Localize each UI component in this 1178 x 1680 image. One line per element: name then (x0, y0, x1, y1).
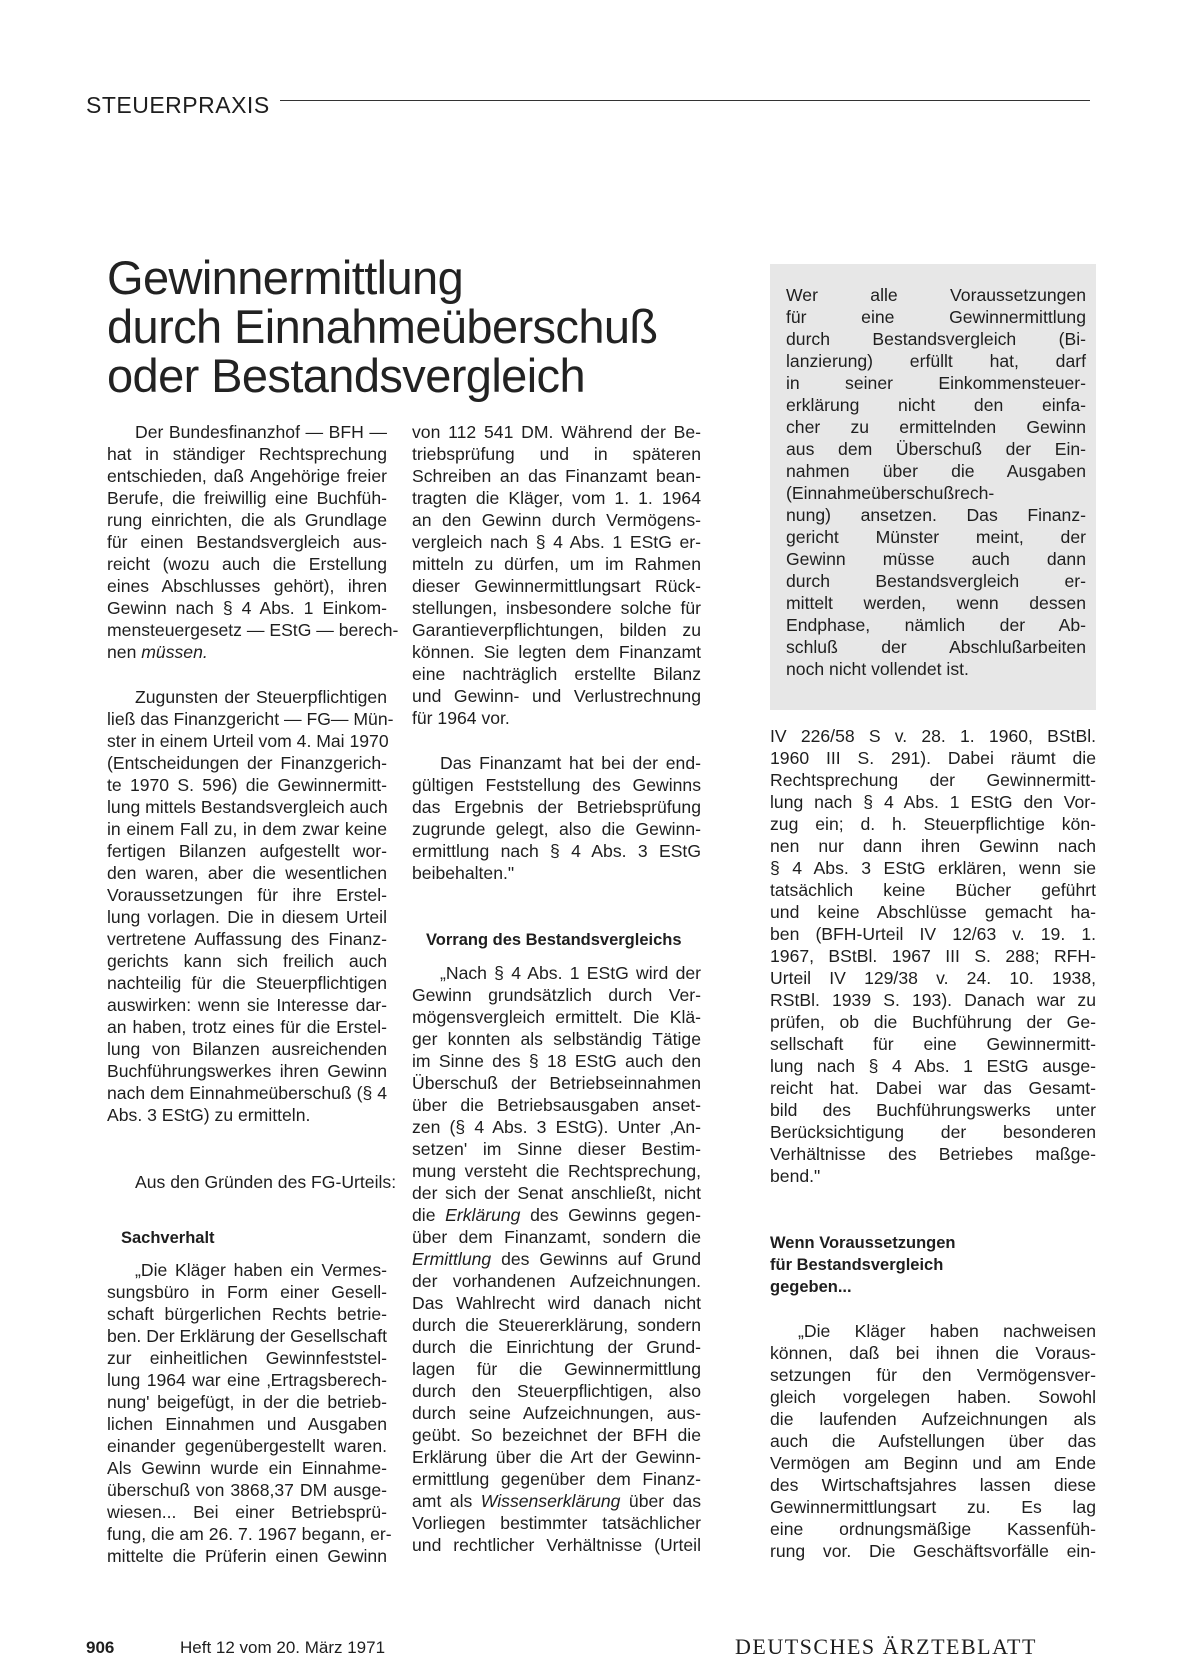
text-line: § 4 Abs. 3 EStG erklären, wenn sie (770, 858, 1096, 878)
text-line: rung einrichten, die als Grundlage (107, 510, 387, 530)
text-line: Urteil IV 129/38 v. 24. 10. 1938, (770, 968, 1096, 988)
text-line: nahmen über die Ausgaben (786, 461, 1086, 481)
heading-line: Wenn Voraussetzungen (770, 1234, 956, 1252)
text-line: noch nicht vollendet ist. (786, 659, 969, 679)
text-line: tatsächlich keine Bücher geführt (770, 880, 1096, 900)
text-line: lung mittels Bestandsvergleich auch (107, 797, 388, 817)
text-line: an den Gewinn durch Vermögens- (412, 510, 701, 530)
text-line: gericht Münster meint, der (786, 527, 1086, 547)
text-line: hat in ständiger Rechtsprechung (107, 444, 387, 464)
text-line: im Sinne des § 18 EStG auch den (412, 1051, 701, 1071)
text-line: wiesen... Bei einer Betriebsprü- (107, 1502, 387, 1522)
text-line: „Die Kläger haben ein Vermes- (135, 1260, 387, 1280)
text-line: mensteuergesetz — EStG — berech- (107, 620, 399, 640)
text-line: in seiner Einkommensteuer- (786, 373, 1086, 393)
text-line: lung nach § 4 Abs. 1 EStG den Vor- (770, 792, 1096, 812)
text-line: amt als Wissenserklärung über das (412, 1491, 701, 1511)
heading-line: gegeben... (770, 1278, 852, 1296)
issue-info: Heft 12 vom 20. März 1971 (180, 1638, 386, 1657)
text-line: nung) ansetzen. Das Finanz- (786, 505, 1086, 525)
text-line: dieser Gewinnermittlungsart Rück- (412, 576, 701, 596)
text-line: ben. Der Erklärung der Gesellschaft (107, 1326, 387, 1346)
text-line: durch die Steuererklärung, sondern (412, 1315, 701, 1335)
text-line: Voraussetzungen für ihre Erstel- (107, 885, 387, 905)
text-line: die laufenden Aufzeichnungen als (770, 1409, 1096, 1429)
text-line: Gewinn nach § 4 Abs. 1 Einkom- (107, 598, 387, 618)
text-line: Schreiben an das Finanzamt bean- (412, 466, 701, 486)
text-line: Das Wahlrecht wird danach nicht (412, 1293, 701, 1313)
text-line: fung, die am 26. 7. 1967 begann, er- (107, 1524, 392, 1544)
text-line: durch den Steuerpflichtigen, also (412, 1381, 701, 1401)
text-line: in einem Fall zu, in dem zwar keine (107, 819, 387, 839)
text-line: te 1970 S. 596) die Gewinnermitt- (107, 775, 387, 795)
text-line: aus dem Überschuß der Ein- (786, 439, 1086, 459)
text-line: Ermittlung des Gewinns auf Grund (412, 1249, 701, 1269)
text-line: schaft bürgerlichen Rechts betrie- (107, 1304, 387, 1324)
text-line: nung' beigefügt, in der die betrieb- (107, 1392, 387, 1412)
intro-paragraph (107, 421, 399, 663)
text-line: über die Betriebsausgaben anset- (412, 1095, 701, 1115)
text-line: 1967, BStBl. 1967 III S. 288; RFH- (770, 946, 1096, 966)
text-line: für 1964 vor. (412, 708, 510, 728)
text-line: der vorhandenen Aufzeichnungen. (412, 1271, 701, 1291)
text-line: und Gewinn- und Verlustrechnung (412, 686, 701, 706)
text-line: bend." (770, 1166, 821, 1186)
text-line: sungsbüro in Form einer Gesell- (107, 1282, 387, 1302)
emphasis: Ermittlung (412, 1249, 492, 1269)
summary-box (770, 264, 1096, 710)
text-line: können. Sie legten dem Finanzamt (412, 642, 701, 662)
title-line: oder Bestandsvergleich (107, 349, 585, 402)
title-line: Gewinnermittlung (107, 251, 464, 304)
text-line: „Nach § 4 Abs. 1 EStG wird der (440, 963, 701, 983)
text-line: nach dem Einnahmeüberschuß (§ 4 (107, 1083, 387, 1103)
text-line: „Die Kläger haben nachweisen (798, 1321, 1096, 1341)
text-line: triebsprüfung und in späteren (412, 444, 701, 464)
text-line: lung nach § 4 Abs. 1 EStG ausge- (770, 1056, 1096, 1076)
column-1 (107, 421, 399, 1567)
text-line: prüfen, ob die Buchführung der Ge- (770, 1012, 1096, 1032)
text-line: Als Gewinn wurde ein Einnahme- (107, 1458, 387, 1478)
paragraph (412, 752, 701, 884)
text-line: können, daß bei ihnen die Voraus- (770, 1343, 1096, 1363)
text-line: Das Finanzamt hat bei der end- (440, 753, 701, 773)
emphasis: Wissenserklärung (480, 1491, 621, 1511)
paragraph (107, 1171, 397, 1193)
section-label: STEUERPRAXIS (86, 92, 270, 118)
text-line: der sich der Senat anschließt, nicht (412, 1183, 701, 1203)
text-line: rung vor. Die Geschäftsvorfälle ein- (770, 1541, 1096, 1561)
text-line: Aus den Gründen des FG-Urteils: (135, 1172, 397, 1192)
text-line: zen (§ 4 Abs. 3 EStG). Unter ‚An- (412, 1117, 701, 1137)
text-line: Buchführungswerkes ihren Gewinn (107, 1061, 387, 1081)
emphasis: müssen. (141, 642, 208, 662)
paragraph (107, 686, 394, 1126)
text-line: Rechtsprechung der Gewinnermitt- (770, 770, 1096, 790)
text-line: zug ein; d. h. Steuerpflichtige kön- (770, 814, 1096, 834)
text-line: ermittlung nach § 4 Abs. 3 EStG (412, 841, 701, 861)
text-line: mung versteht die Rechtsprechung, (412, 1161, 701, 1181)
text-line: eines Abschlusses gehört), ihren (107, 576, 387, 596)
text-line: reicht (wozu auch die Erstellung (107, 554, 387, 574)
text-line: Gewinn müsse auch dann (786, 549, 1086, 569)
text-line: mittelte die Prüferin einen Gewinn (107, 1546, 387, 1566)
paragraph (770, 725, 1096, 1187)
paragraph (412, 421, 701, 729)
text-line: Der Bundesfinanzhof — BFH — (135, 422, 387, 442)
journal-name: DEUTSCHES ÄRZTEBLATT (735, 1634, 1037, 1659)
text-line: über dem Finanzamt, sondern die (412, 1227, 701, 1247)
text-line: bild des Buchführungswerks unter (770, 1100, 1096, 1120)
text-line: den waren, aber die wesentlichen (107, 863, 387, 883)
text-line: Wer alle Voraussetzungen (786, 285, 1086, 305)
text-line: geübt. So bezeichnet der BFH die (412, 1425, 701, 1445)
text-line: Abs. 3 EStG) zu ermitteln. (107, 1105, 311, 1125)
heading-line: für Bestandsvergleich (770, 1256, 944, 1274)
text-line: vergleich nach § 4 Abs. 1 EStG er- (412, 532, 701, 552)
text-line: 1960 III S. 291). Dabei räumt die (770, 748, 1096, 768)
text-line: IV 226/58 S v. 28. 1. 1960, BStBl. (770, 726, 1096, 746)
text-line: stellungen, insbesondere solche für (412, 598, 701, 618)
subheading-vorrang: Vorrang des Bestandsvergleichs (426, 931, 682, 949)
text-line: des Wirtschaftsjahres lassen diese (770, 1475, 1096, 1495)
text-line: auswirken: wenn sie Interesse dar- (107, 995, 387, 1015)
text-line: durch seine Aufzeichnungen, aus- (412, 1403, 701, 1423)
section-rule (280, 100, 1090, 101)
text-line: setzungen für den Vermögensver- (770, 1365, 1096, 1385)
text-line: Gewinnermittlungsart zu. Es lag (770, 1497, 1096, 1517)
text-line: nen nur dann ihren Gewinn nach (770, 836, 1096, 856)
text-line: Endphase, nämlich der Ab- (786, 615, 1086, 635)
text-line: Vermögen am Beginn und am Ende (770, 1453, 1096, 1473)
text-line: erklärung nicht den einfa- (786, 395, 1086, 415)
column-2 (412, 421, 701, 1556)
text-line: lagen für die Gewinnermittlung (412, 1359, 701, 1379)
text-line: cher zu ermittelnden Gewinn (786, 417, 1086, 437)
text-line: zur einheitlichen Gewinnfeststel- (107, 1348, 387, 1368)
subheading-sachverhalt: Sachverhalt (121, 1229, 215, 1247)
text-line: lichen Einnahmen und Ausgaben (107, 1414, 387, 1434)
text-line: setzen' im Sinne dieser Bestim- (412, 1139, 701, 1159)
column-3 (770, 725, 1096, 1562)
article-title (107, 253, 658, 400)
page-number: 906 (86, 1638, 115, 1657)
text-line: die Erklärung des Gewinns gegen- (412, 1205, 702, 1225)
text-line: durch die Einrichtung der Grund- (412, 1337, 701, 1357)
text-line: Gewinn grundsätzlich durch Ver- (412, 985, 701, 1005)
text-line: gleich vorgelegen haben. Sowohl (770, 1387, 1096, 1407)
text-line: für einen Bestandsvergleich aus- (107, 532, 387, 552)
text-line: und keine Abschlüsse gemacht ha- (770, 902, 1096, 922)
text-line: entschieden, daß Angehörige freier (107, 466, 387, 486)
emphasis: Erklärung (445, 1205, 521, 1225)
text-line: und rechtlicher Verhältnisse (Urteil (412, 1535, 701, 1555)
text-line: Berücksichtigung der besonderen (770, 1122, 1096, 1142)
text-line: Überschuß der Betriebseinnahmen (412, 1073, 701, 1093)
text-line: mögensvergleich ermittelt. Die Klä- (412, 1007, 701, 1027)
text-line: gültigen Feststellung des Gewinns (412, 775, 701, 795)
text-line: lung von Bilanzen ausreichenden (107, 1039, 387, 1059)
text-line: mittelt werden, wenn dessen (786, 593, 1086, 613)
text-line: fertigen Bilanzen aufgestellt wor- (107, 841, 387, 861)
text-line: auch die Aufstellungen über das (770, 1431, 1096, 1451)
text-line: mitteln zu dürfen, um im Rahmen (412, 554, 701, 574)
text-line: Berufe, die freiwillig eine Buchfüh- (107, 488, 387, 508)
text-line: nachteilig für die Steuerpflichtigen (107, 973, 387, 993)
text-line: Zugunsten der Steuerpflichtigen (135, 687, 387, 707)
text-line: durch Bestandsvergleich er- (786, 571, 1086, 591)
text-line: Erklärung über die Art der Gewinn- (412, 1447, 701, 1467)
text-line: sellschaft für eine Gewinnermitt- (770, 1034, 1096, 1054)
text-line: das Ergebnis der Betriebsprüfung (412, 797, 701, 817)
text-line: vertretene Auffassung des Finanz- (107, 929, 387, 949)
paragraph (770, 1320, 1096, 1562)
paragraph (107, 1259, 392, 1567)
text-line: nen müssen. (107, 642, 208, 662)
text-line: Verhältnisse des Betriebes maßge- (770, 1144, 1096, 1164)
text-line: ermittlung gegenüber dem Finanz- (412, 1469, 701, 1489)
text-line: tragten die Kläger, vom 1. 1. 1964 (412, 488, 701, 508)
text-line: ließ das Finanzgericht — FG— Mün- (107, 709, 394, 729)
text-line: ger konnten als selbständig Tätige (412, 1029, 701, 1049)
text-line: für eine Gewinnermittlung (786, 307, 1086, 327)
text-line: (Einnahmeüberschußrech- (786, 483, 995, 503)
text-line: (Entscheidungen der Finanzgerich- (107, 753, 387, 773)
text-line: eine ordnungsmäßige Kassenfüh- (770, 1519, 1096, 1539)
text-line: einander gegenübergestellt waren. (107, 1436, 387, 1456)
text-line: zugrunde gelegt, also die Gewinn- (412, 819, 701, 839)
title-line: durch Einnahmeüberschuß (107, 300, 658, 353)
text-line: ben (BFH-Urteil IV 12/63 v. 19. 1. (770, 924, 1096, 944)
text-line: an haben, trotz eines für die Erstel- (107, 1017, 387, 1037)
text-line: ster in einem Urteil vom 4. Mai 1970 (107, 731, 389, 751)
text-line: von 112 541 DM. Während der Be- (412, 422, 701, 442)
text-line: lung vorlagen. Die in diesem Urteil (107, 907, 387, 927)
text-line: lung 1964 war eine ‚Ertragsberech- (107, 1370, 387, 1390)
subheading-voraussetzungen (770, 1232, 1096, 1298)
text-line: beibehalten." (412, 863, 515, 883)
text-line: reicht hat. Dabei war das Gesamt- (770, 1078, 1096, 1098)
text-line: schluß der Abschlußarbeiten (786, 637, 1086, 657)
text-line: überschuß von 3868,37 DM ausge- (107, 1480, 387, 1500)
text-line: gerichts kann sich freilich auch (107, 951, 387, 971)
text-line: Vorliegen bestimmter tatsächlicher (412, 1513, 701, 1533)
text-line: RStBl. 1939 S. 193). Danach war zu (770, 990, 1096, 1010)
text-line: eine nachträglich erstellte Bilanz (412, 664, 701, 684)
text-line: Garantieverpflichtungen, bilden zu (412, 620, 701, 640)
text-line: lanzierung) erfüllt hat, darf (786, 351, 1086, 371)
paragraph (412, 962, 701, 1556)
text-line: durch Bestandsvergleich (Bi- (786, 329, 1086, 349)
